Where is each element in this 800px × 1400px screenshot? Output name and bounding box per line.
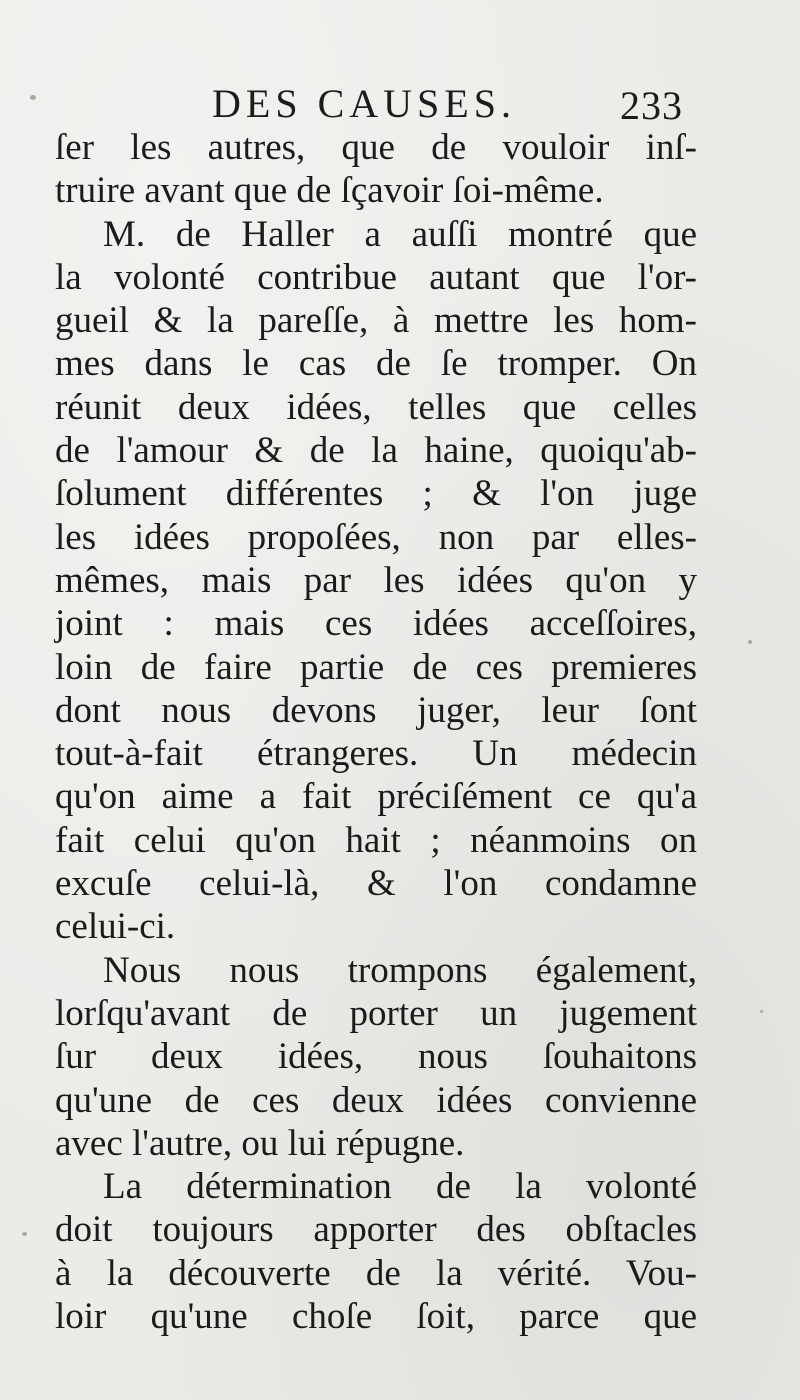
text-line: les idées propoſées, non par elles- <box>55 516 697 558</box>
page-number: 233 <box>620 83 683 128</box>
text-line: tout-à-fait étrangeres. Un médecin <box>55 733 697 775</box>
text-line: ſer les autres, que de vouloir inſ- <box>55 127 697 168</box>
text-line: avec l'autre, ou lui répugne. <box>55 1122 465 1164</box>
text-line: Nous nous trompons également, <box>103 949 697 991</box>
paper-speck <box>30 95 36 100</box>
paper-speck <box>760 1010 763 1013</box>
text-line: ſolument différentes ; & l'on juge <box>55 473 697 515</box>
text-line: fait celui qu'on hait ; néanmoins on <box>55 819 697 861</box>
running-head: DES CAUSES. <box>212 81 516 126</box>
text-line: loin de faire partie de ces premieres <box>55 646 697 688</box>
text-line: ſur deux idées, nous ſouhaitons <box>55 1036 697 1078</box>
text-line: mêmes, mais par les idées qu'on y <box>55 559 697 601</box>
text-line: truire avant que de ſçavoir ſoi-même. <box>55 170 604 212</box>
paper-speck <box>22 1232 27 1236</box>
text-line: loir qu'une choſe ſoit, parce que <box>55 1296 697 1338</box>
text-line: La détermination de la volonté <box>103 1166 697 1208</box>
text-line: mes dans le cas de ſe tromper. On <box>55 343 697 385</box>
text-line: qu'on aime a fait préciſément ce qu'a <box>55 776 697 818</box>
text-line: à la découverte de la vérité. Vou- <box>55 1252 697 1294</box>
page-header <box>0 80 800 130</box>
text-line: doit toujours apporter des obſtacles <box>55 1209 697 1251</box>
text-line: excuſe celui-là, & l'on condamne <box>55 863 697 905</box>
text-line: dont nous devons juger, leur ſont <box>55 689 697 731</box>
text-line: joint : mais ces idées acceſſoires, <box>55 603 697 645</box>
text-line: lorſqu'avant de porter un jugement <box>55 992 697 1034</box>
text-line: gueil & la pareſſe, à mettre les hom- <box>55 300 697 342</box>
text-line: M. de Haller a auſſi montré que <box>103 213 697 255</box>
paper-speck <box>748 640 752 644</box>
text-line: réunit deux idées, telles que celles <box>55 386 697 428</box>
text-line: celui-ci. <box>55 906 176 948</box>
text-line: la volonté contribue autant que l'or- <box>55 256 697 298</box>
text-line: de l'amour & de la haine, quoiqu'ab- <box>55 430 697 472</box>
body-text <box>55 126 697 1338</box>
text-line: qu'une de ces deux idées convienne <box>55 1079 697 1121</box>
